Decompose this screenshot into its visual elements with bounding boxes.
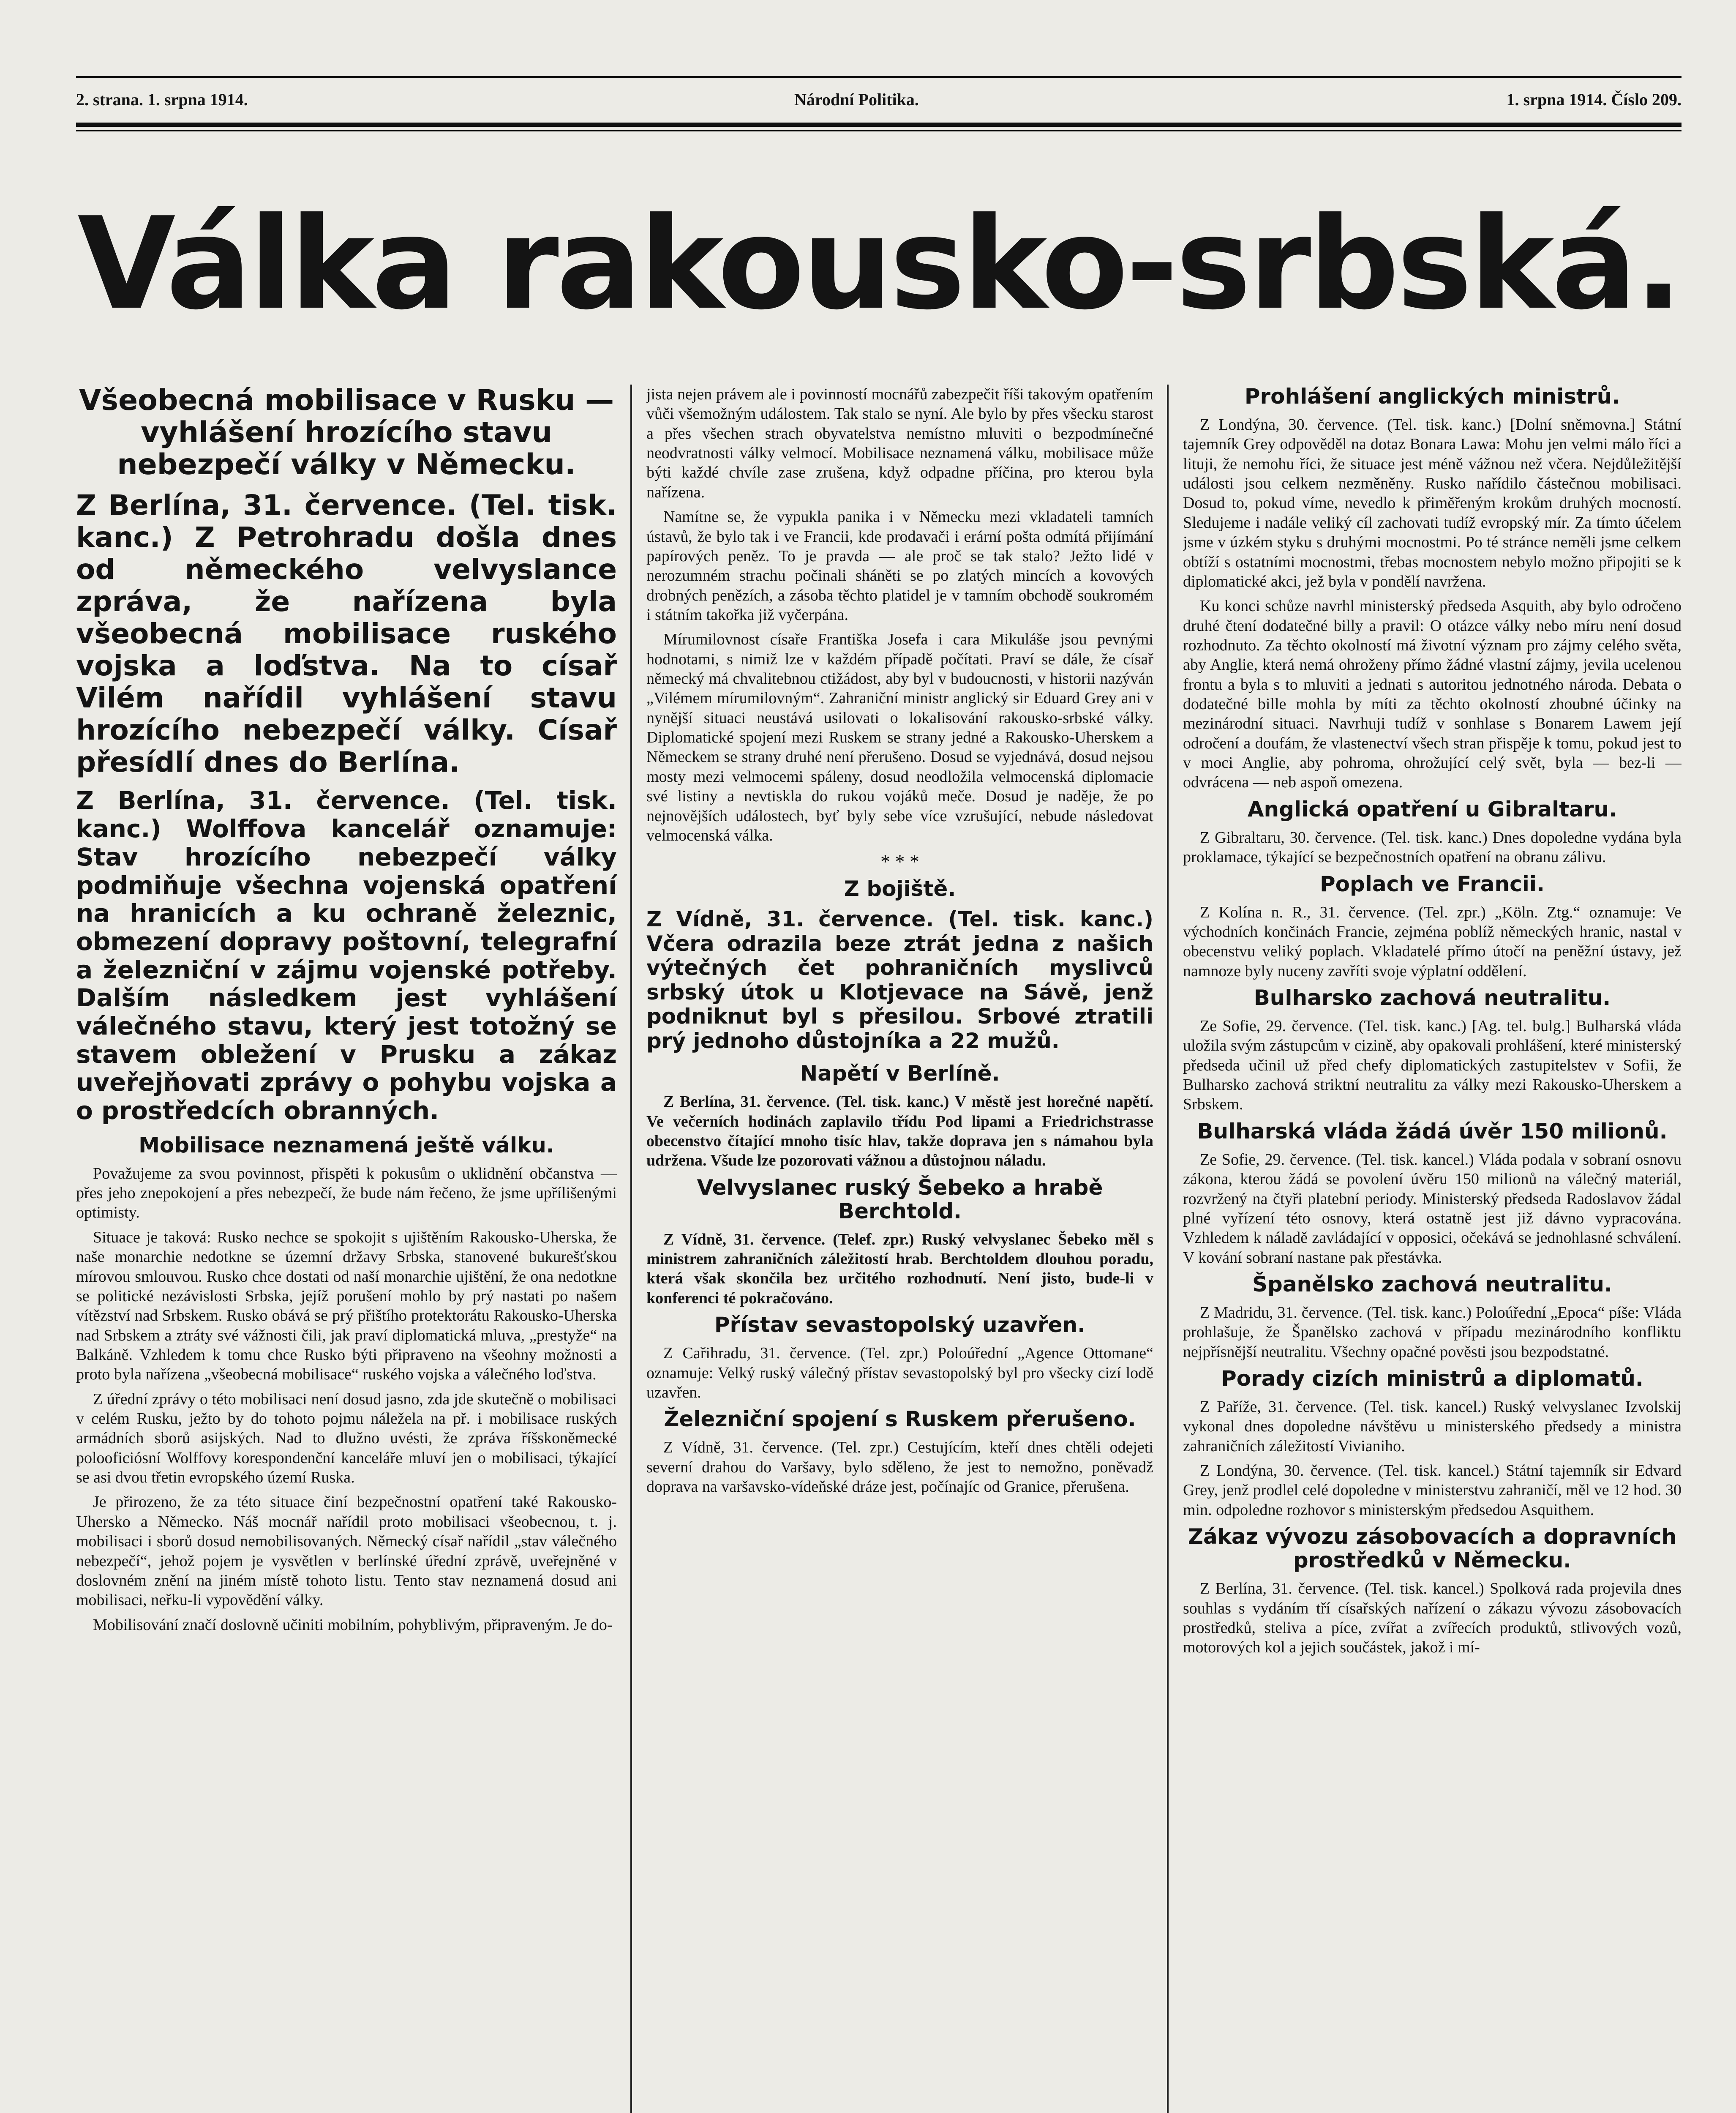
paragraph: Z Madridu, 31. července. (Tel. tisk. kanc.) Poloúřední „Epoca“ píše: Vláda prohlašuje, že Španělsko zachová v případu mezinárodního konfliktu nejpřísnější neutralitu. Všechny opačné pověsti jsou bezpodstatné.: [1183, 1303, 1681, 1361]
headline-gibraltar: Anglická opatření u Gibraltaru.: [1247, 797, 1617, 822]
paragraph: Namítne se, že vypukla panika i v Německu mezi vkladateli tamních ústavů, že bylo tak i ve Francii, kde prodavači i erární pošta odmítá přijímání papírových peněz. To je pravda — ale proč se tak stalo? Ježto lidé v nerozumném strachu počinali sháněti se po zlatých mincích a kovových drobných penězích, a zásoba těchto platidel je v tamním obchodě soukromém i státním takořka již vyčerpána.: [646, 508, 1153, 624]
paragraph: Z Londýna, 30. července. (Tel. tisk. kancel.) Státní tajemník sir Edvard Grey, jenž prodlel celé dopoledne v ministerstvu zahraničí, měl ve 12 hod. 30 min. odpoledne rozhovor s ministerským předsedou Asquithem.: [1183, 1462, 1681, 1519]
column-1: [76, 385, 617, 2113]
column-2: [646, 385, 1153, 2113]
top-rule: [76, 76, 1681, 78]
paragraph: Ze Sofie, 29. července. (Tel. tisk. kanc.) [Ag. tel. bulg.] Bulharská vláda uložila svým zástupcům v cizině, aby opakovali prohlášení, které ministerský předseda učinil už před chefy diplomatických zastupitelstev v Sofii, že Bulharsko zachová striktní neutralitu za války mezi Rakousko-Uherskem a Srbskem.: [1183, 1017, 1681, 1114]
headline-france-alarm: Poplach ve Francii.: [1319, 871, 1545, 896]
headline-mobilisation: Všeobecná mobilisace v Rusku — vyhlášení hrozícího stavu nebezpečí války v Německu.: [79, 385, 614, 482]
paragraph: Je přirozeno, že za této situace činí bezpečnostní opatření také Rakousko-Uhersko a Německo. Náš mocnář nařídil proto mobilisaci všeobecnou, t. j. mobilisaci i sborů dosud nemobilisovaných. Německý císař nařídil „stav válečného nebezpečí“, jehož pojem je vysvětlen v berlínské úřední zprávě, uveřejněné v doslovném znění na jiném místě tohoto listu. Tento stav neznamená dosud ani mobilisaci, neřku-li vypovědění války.: [76, 1493, 617, 1609]
lead-vienna: Z Vídně, 31. července. (Tel. tisk. kanc.) Včera odrazila beze ztrát jedna z našich výtečných čet pohraničních myslivců srbský útok u Klotjevace na Sávě, jenž podniknut byl s přesilou. Srbové ztratili prý jednoho důstojníka a 22 mužů.: [646, 907, 1153, 1053]
paragraph: Z Gibraltaru, 30. července. (Tel. tisk. kanc.) Dnes dopoledne vydána byla proklamace, týkající se bezpečnostních opatření na obranu zálivu.: [1183, 828, 1681, 866]
paragraph: Mírumilovnost císaře Františka Josefa i cara Mikuláše jsou pevnými hodnotami, s nimiž lze v každém případě počítati. Praví se dále, že císař německý má chvalitebnou ctižádost, aby byl v budoucnosti, v historii nazýván „Vilémem mírumilovným“. Zahraniční ministr anglický sir Eduard Grey ani v nynější situaci neustává usilovati o lokalisování rakousko-srbské války. Diplomatické spojení mezi Ruskem se strany jedné a Rakousko-Uherskem a Německem se strany druhé není přerušeno. Dosud se vyjednává, dosud nejsou mosty mezi velmocemi spáleny, dosud neodložila velmocenská diplomacie své listiny a nevtiskla do rukou vojáků meče. Dosud je naděje, že po nejnovějších událostech, byť byly sebe více vzrušující, nebude následovat velmocenská válka.: [646, 631, 1153, 844]
headline-tension-berlin: Napětí v Berlíně.: [800, 1061, 1000, 1086]
main-headline: Válka rakousko-srbská.: [77, 190, 1680, 338]
separator-stars: * * *: [880, 851, 919, 873]
page-header: [76, 90, 1681, 115]
paragraph: Z Vídně, 31. července. (Tel. zpr.) Cestujícím, kteří dnes chtěli odejeti severní drahou do Varšavy, bylo sděleno, že jest to nemožno, poněvadž doprava na varšavsko-vídeňské dráze jest, počínajíc od Granice, přerušena.: [646, 1439, 1153, 1496]
headline-export-ban: Zákaz vývozu zásobovacích a dopravních prostředků v Německu.: [1188, 1524, 1677, 1573]
column-divider-1: [630, 385, 632, 2113]
paragraph: Považujeme za svou povinnost, přispěti k pokusům o uklidnění občanstva — přes jeho znepokojení a přes nebezpečí, že bude nám řečeno, že jsme upřílišenými optimisty.: [76, 1164, 617, 1222]
header-rule-thin: [76, 130, 1681, 131]
lead-berlin-2: Z Berlína, 31. července. (Tel. tisk. kanc.) Wolffova kancelář oznamuje: Stav hrozícího nebezpečí války podmiňuje všechna vojenská opatření na hranicích a ku ochraně železnic, obmezení dopravy poštovní, telegrafní a železniční v zájmu vojenské potřeby. Dalším následkem jest vyhlášení válečného stavu, který jest totožný se stavem obležení v Prusku a zákaz uveřejňovati zprávy o pohybu vojska a o prostředcích obranných.: [76, 786, 617, 1125]
header-right: 1. srpna 1914. Číslo 209.: [1506, 90, 1681, 109]
paragraph: Situace je taková: Rusko nechce se spokojit s ujištěním Rakousko-Uherska, že naše monarchie nedotkne se územní državy Srbska, stanovené bukurešťskou mírovou smlouvou. Rusko chce dostati od naší monarchie ujištění, že ona nedotkne se politické nezávislosti Srbska, jejíž porušení mohlo by prý nastati po našem vítězství nad Srbskem. Rusko obává se prý přištího protektorátu Rakousko-Uherska nad Srbskem a ztráty své vážnosti čili, jak praví diplomatická mluva, „prestyže“ na Balkáně. Vzhledem k tomu chce Rusko býti připraveno na všeohny možnosti a proto byla nařízena „všeobecná mobilisace“ ruského vojska a válečného loďstva.: [76, 1228, 617, 1384]
paragraph: Z Berlína, 31. července. (Tel. tisk. kancel.) Spolková rada projevila dnes souhlas s vydáním tří císařských nařízení o zákazu vývozu zásobovacích prostředků, steliva a píce, zvířat a zvířecích produktů, stlivových vozů, motorových kol a jejich součástek, jakož i mí-: [1183, 1580, 1681, 1657]
headline-sevastopol: Přístav sevastopolský uzavřen.: [714, 1313, 1086, 1338]
paragraph: Ku konci schůze navrhl ministerský předseda Asquith, aby bylo odročeno druhé čtení dodatečné billy a pravil: O otázce války nebo míru není dosud rozhodnuto. Za těchto okolností má životní význam pro zájmy celého světa, aby Anglie, která nemá ohroženy přímo žádné vlastní zájmy, jevila ucelenou frontu a byla s to mluviti a jednati s autoritou jednotného národa. Debata o dodatečné bille mohla by míti za těchto okolností zhoubné účinky na mezinárodní situaci. Navrhuji tudíž v sonhlase s Bonarem Lawem její odročení a doufám, že vlastenectví všech stran přispěje k tomu, pokud jest to v moci Anglie, aby pohroma, ohrožující celý svět, byla — bez-li — odvrácena — neb aspoň omezena.: [1183, 597, 1681, 792]
headline-english-ministers: Prohlášení anglických ministrů.: [1244, 385, 1620, 409]
newspaper-page: [76, 59, 1681, 2113]
paragraph: jista nejen právem ale i povinností mocnářů zabezpečit říši takovým opatřením vůči všemožným událostem. Tak stalo se nyní. Ale bylo by přes všecku starost a přes všechen strach obyvatelstva nemístno mluviti o bezpodmínečné neodvratnosti války velmocí. Mobilisace neznamená válku, mobilisace může býti každé chvíle zase zrušena, když odpadne příčina, pro kterou byla nařízena.: [646, 385, 1153, 501]
headline-railway: Železniční spojení s Ruskem přerušeno.: [664, 1407, 1136, 1432]
headline-diplomats: Porady cizích ministrů a diplomatů.: [1221, 1366, 1643, 1391]
headline-spain-neutral: Španělsko zachová neutralitu.: [1252, 1272, 1612, 1297]
header-rule-thick: [76, 123, 1681, 127]
headline-sebeko-berchtold: Velvyslanec ruský Šebeko a hrabě Berchtold.: [697, 1175, 1103, 1223]
headline-mobilisation-not-war: Mobilisace neznamená ještě válku.: [139, 1133, 554, 1158]
lead-berlin-1: Z Berlína, 31. července. (Tel. tisk. kanc.) Z Petrohradu došla dnes od německého velvyslance zpráva, že nařízena byla všeobecná mobilisace ruského vojska a loďstva. Na to císař Vilém nařídil vyhlášení stavu hrozícího nebezpečí války. Císař přesídlí dnes do Berlína.: [76, 489, 617, 778]
header-left: 2. strana. 1. srpna 1914.: [76, 90, 248, 109]
headline-battlefield: Z bojiště.: [844, 876, 956, 901]
paragraph: Z Vídně, 31. července. (Telef. zpr.) Ruský velvyslanec Šebeko měl s ministrem zahraničních záležitostí hrab. Berchtoldem dlouhou poradu, která však skončila bez určitého rozhodnutí. Není jisto, bude-li v konferenci té pokračováno.: [646, 1230, 1153, 1307]
header-center: Národní Politika.: [794, 90, 919, 109]
paragraph: Z Cařihradu, 31. července. (Tel. zpr.) Poloúřední „Agence Ottomane“ oznamuje: Velký ruský válečný přístav sevastopolský byl pro všecky cizí lodě uzavřen.: [646, 1344, 1153, 1401]
paragraph: Z úřední zprávy o této mobilisaci není dosud jasno, zda jde skutečně o mobilisaci v celém Rusku, ježto by do tohoto pojmu náležela na př. i mobilisace ruských armádních sborů asijských. Nad to dlužno uvésti, že zpráva říšskoněmecké polooficiósní Wolffovy korespondenční kanceláře mluví jen o mobilisaci, týkající se asi dvou třetin evropského území Ruska.: [76, 1390, 617, 1487]
headline-bulgaria-neutral: Bulharsko zachová neutralitu.: [1254, 985, 1611, 1010]
paragraph: Mobilisování značí doslovně učiniti mobilním, pohyblivým, připraveným. Je do-: [93, 1616, 613, 1634]
column-divider-2: [1167, 385, 1169, 2113]
column-3: [1183, 385, 1681, 2113]
paragraph: Z Paříže, 31. července. (Tel. tisk. kancel.) Ruský velvyslanec Izvolskij vykonal dnes dopoledne návštěvu u ministerského předsedy a ministra zahraničních záležitostí Vivianiho.: [1183, 1398, 1681, 1455]
paragraph: Z Londýna, 30. července. (Tel. tisk. kanc.) [Dolní sněmovna.] Státní tajemník Grey odpověděl na dotaz Bonara Lawa: Mohu jen velmi málo říci a lituji, že nemohu říci, že situace jest méně vážnou než včera. Nejdůležitější události jsou celkem nezměněny. Rusko nařídilo částečnou mobilisaci. Dosud to, pokud víme, nevedlo k přiměřeným krokům druhých mocností. Sledujeme i nadále veliký cíl zachovati tudíž evropský mír. Za tímto účelem jsme v úzkém styku s druhými mocnostmi. Po té stránce neměli jsme celkem obtíží s ostatními mocnostmi, třebas mocnostem nebylo možno připojiti se k diplomatické akci, jež byla v pondělí navržena.: [1183, 416, 1681, 590]
paragraph: Ze Sofie, 29. července. (Tel. tisk. kancel.) Vláda podala v sobraní osnovu zákona, kterou žádá se povolení úvěru 150 milionů na válečný materiál, rozvržený na čtyři platební periody. Ministerský předseda Radoslavov žádal plné vyřízení této osnovy, která ostatně jest již dávno vypracována. Vzhledem k náladě zavládající v opposici, očekává se jednohlasné schválení. V kování sobraní nastane pak přestávka.: [1183, 1150, 1681, 1267]
headline-bulgaria-credit: Bulharská vláda žádá úvěr 150 milionů.: [1197, 1119, 1668, 1144]
paragraph: Z Kolína n. R., 31. července. (Tel. zpr.) „Köln. Ztg.“ oznamuje: Ve východních končinách Francie, zejména poblíž německých hranic, nastal v obecenstvu veliký poplach. Vkladatelé přímo útočí na peněžní ústavy, jež namnoze byly nuceny zavříti svoje výplatní oddělení.: [1183, 903, 1681, 980]
paragraph: Z Berlína, 31. července. (Tel. tisk. kanc.) V městě jest horečné napětí. Ve večerních hodinách zaplavilo třídu Pod lipami a Friedrichstrasse obecenstvo čítající mnoho tisíc hlav, takže doprava jen s námahou byla udržena. Všude lze pozorovati vážnou a důstojnou náladu.: [646, 1093, 1153, 1170]
